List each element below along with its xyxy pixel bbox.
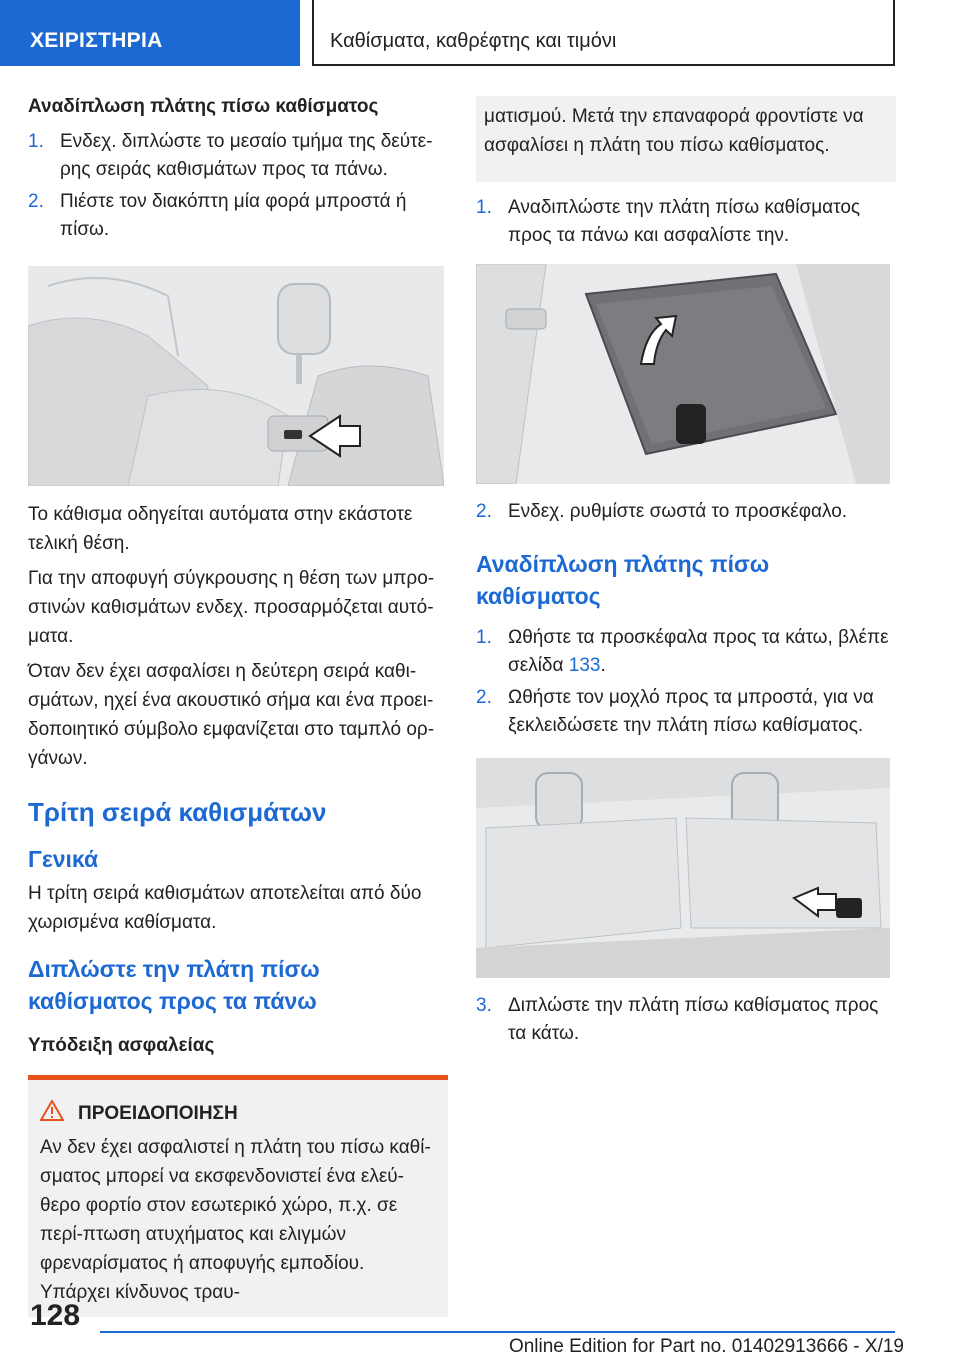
step-1: [476, 194, 896, 250]
warning-title-row: [40, 1100, 436, 1127]
paragraph: Για την αποφυγή σύγκρουσης η θέση των μπρο-στινών καθισμάτων ενδεχ. προσαρμόζεται αυτό-ματα.: [28, 568, 435, 647]
step-number: 2.: [476, 687, 492, 708]
step-number: 2.: [476, 501, 492, 522]
right-column: [476, 96, 896, 1052]
step-text: Πιέστε τον διακόπτη μία φορά μπροστά ή πίσω.: [60, 191, 407, 240]
heading-general: Γενικά: [28, 846, 99, 872]
step-2: [476, 684, 896, 740]
heading-fold-up: Διπλώστε την πλάτη πίσω καθίσματος προς τα πάνω: [28, 956, 320, 1014]
car-interior-drawing: [28, 266, 444, 486]
step-text: Αναδιπλώστε την πλάτη πίσω καθίσματος προς τα πάνω και ασφαλίστε την.: [508, 197, 861, 246]
step-number: 1.: [476, 627, 492, 648]
page-link[interactable]: 133: [568, 655, 601, 676]
step-text: Ωθήστε τα προσκέφαλα προς τα κάτω, βλέπε σελίδα: [508, 627, 889, 676]
chapter-title: Καθίσματα, καθρέφτης και τιμόνι: [330, 30, 617, 52]
warning-text: Αν δεν έχει ασφαλιστεί η πλάτη του πίσω καθί-σματος μπορεί να εκσφενδονιστεί ένα ελεύ-θερο φορτίο στον εσωτερικό χώρο, π.χ. σε περί-πτωση ατυχήματος και ελιγμών φρεναρίσματος ή αποφυγής εμποδίου. Υπάρχει κίνδυνος τραυ-: [40, 1137, 431, 1303]
step-text: Ενδεχ. ρυθμίστε σωστά το προσκέφαλο.: [508, 501, 848, 522]
step-3: [476, 992, 896, 1048]
step-number: 2.: [28, 191, 44, 212]
edition-text: Online Edition for Part no. 01402913666 - X/19: [508, 1336, 904, 1357]
warning-box: [28, 1075, 448, 1317]
warning-continuation: ματισμού. Μετά την επαναφορά φροντίστε να ασφαλίσει η πλάτη του πίσω καθίσματος.: [476, 96, 896, 182]
section-tab: [0, 0, 300, 66]
section-title: ΧΕΙΡΙΣΤΗΡΙΑ: [30, 29, 163, 52]
safety-heading: Υπόδειξη ασφαλείας: [28, 1035, 215, 1056]
step-text: Διπλώστε την πλάτη πίσω καθίσματος προς τα κάτω.: [508, 995, 879, 1044]
step-text-end: .: [600, 655, 606, 676]
warning-title: ΠΡΟΕΙΔΟΠΟΙΗΣΗ: [78, 1102, 238, 1124]
step-number: 3.: [476, 995, 492, 1016]
seat-switch-illustration: [28, 266, 444, 486]
warning-triangle-icon: [40, 1100, 64, 1127]
paragraph: Όταν δεν έχει ασφαλίσει η δεύτερη σειρά καθι-σμάτων, ηχεί ένα ακουστικό σήμα και ένα προει-δοποιητικό σύμβολο εμφανίζεται στο ταμπλό ορ-γάνων.: [28, 661, 435, 769]
heading-third-row: Τρίτη σειρά καθισμάτων: [28, 797, 327, 827]
footer-divider: [100, 1331, 895, 1333]
paragraph: Το κάθισμα οδηγείται αυτόματα στην εκάστοτε τελική θέση.: [28, 504, 413, 554]
step-2: [476, 498, 896, 526]
heading-fold-back: Αναδίπλωση πλάτης πίσω καθίσματος: [476, 551, 770, 609]
seat-raise-drawing: [476, 264, 890, 484]
step-number: 1.: [28, 131, 44, 152]
heading-fold-back-rest: Αναδίπλωση πλάτης πίσω καθίσματος: [28, 96, 379, 117]
page-header: [0, 0, 960, 66]
paragraph: Η τρίτη σειρά καθισμάτων αποτελείται από δύο χωρισμένα καθίσματα.: [28, 883, 422, 933]
seat-raise-illustration: [476, 264, 890, 484]
step-1: [476, 624, 896, 680]
step-number: 1.: [476, 197, 492, 218]
third-row-drawing: [476, 758, 890, 978]
step-2: [28, 188, 448, 244]
step-text: Ωθήστε τον μοχλό προς τα μπροστά, για να ξεκλειδώσετε την πλάτη πίσω καθίσματος.: [508, 687, 874, 736]
left-column: [28, 96, 448, 1317]
headrest-lever-illustration: [476, 758, 890, 978]
step-text: Ενδεχ. διπλώστε το μεσαίο τμήμα της δεύτε-ρης σειράς καθισμάτων προς τα πάνω.: [60, 131, 433, 180]
chapter-box: [312, 0, 895, 66]
page-number: 128: [30, 1299, 81, 1332]
step-1: [28, 128, 448, 184]
